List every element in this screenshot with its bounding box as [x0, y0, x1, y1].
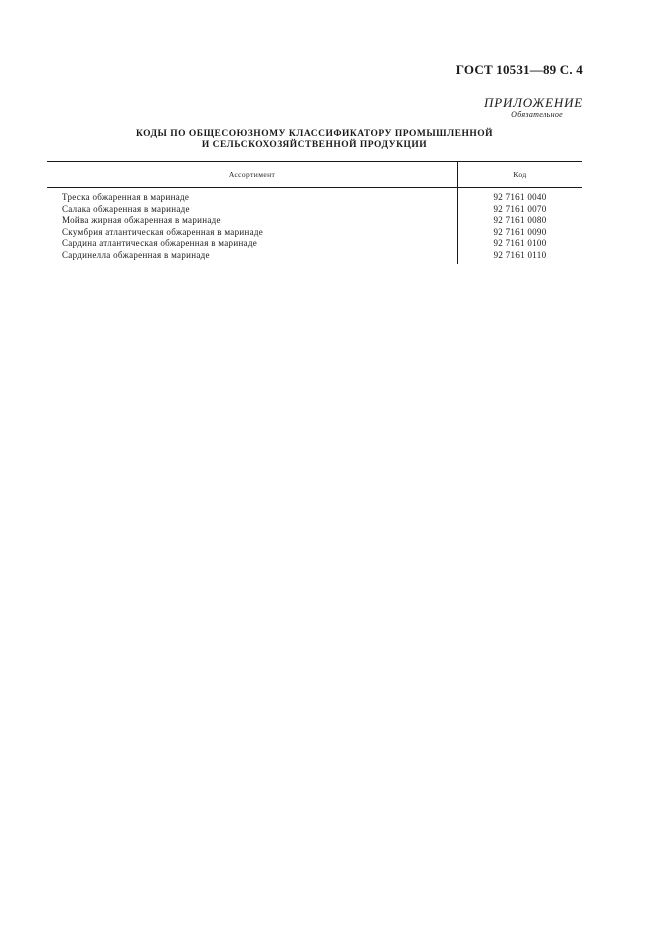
document-title-line-2: И СЕЛЬСКОХОЗЯЙСТВЕННОЙ ПРОДУКЦИИ: [201, 140, 428, 150]
table-row-name: Мойва жирная обжаренная в маринаде: [62, 215, 221, 226]
table-row-name: Сардинелла обжаренная в маринаде: [62, 249, 210, 260]
appendix-title: ПРИЛОЖЕНИЕ: [484, 95, 583, 110]
assortment-column: [47, 188, 458, 264]
table-row-code: 92 7161 0070: [493, 203, 547, 214]
table-row-name: Скумбрия атлантическая обжаренная в маринаде: [62, 226, 264, 237]
appendix-label: [484, 95, 583, 120]
code-column: [458, 188, 582, 264]
document-title-line-1: КОДЫ ПО ОБЩЕСОЮЗНОМУ КЛАССИФИКАТОРУ ПРОМЫШЛЕННОЙ: [135, 129, 494, 139]
column-header-code: Код: [513, 170, 527, 179]
table-row-code: 92 7161 0090: [493, 226, 547, 237]
table-row-name: Треска обжаренная в маринаде: [62, 192, 190, 202]
table-row-name: Салака обжаренная в маринаде: [62, 203, 190, 214]
table-header: [47, 161, 582, 188]
classifier-table: [47, 161, 582, 264]
appendix-subtitle: Обязательное: [511, 110, 563, 119]
table-row-code: 92 7161 0100: [493, 238, 547, 249]
page-header: ГОСТ 10531—89 С. 4: [455, 62, 583, 77]
table-row-code: 92 7161 0110: [493, 249, 547, 260]
column-header-assortment: Ассортимент: [47, 162, 458, 187]
table-row-code: 92 7161 0080: [493, 215, 547, 226]
table-row-name: Сардина атлантическая обжаренная в маринаде: [62, 238, 258, 249]
table-body: [47, 188, 582, 264]
document-title: [47, 129, 582, 151]
table-row-code: 92 7161 0040: [493, 192, 547, 202]
